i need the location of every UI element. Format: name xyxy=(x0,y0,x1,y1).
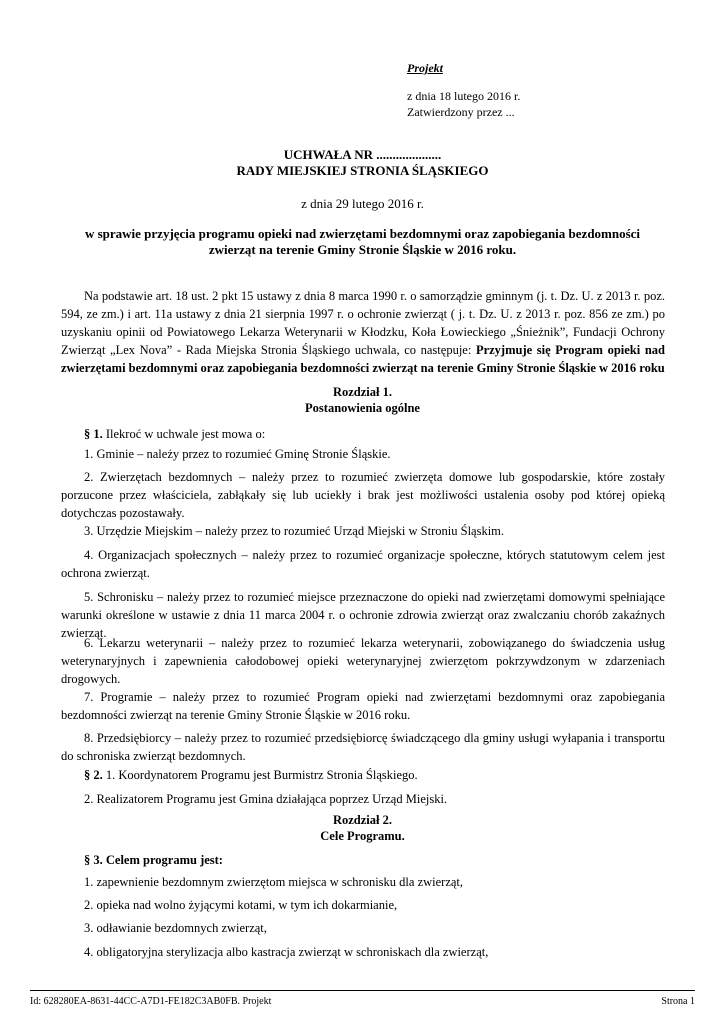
chapter-1-title: Rozdział 1. xyxy=(332,385,393,399)
goal-1: 1. zapewnienie bezdomnym zwierzętom miejsca w schronisku dla zwierząt, xyxy=(84,875,464,889)
paragraph-1-label: § 1. xyxy=(84,427,103,441)
council-name: RADY MIEJSKIEJ STRONIA ŚLĄSKIEGO xyxy=(236,163,489,178)
goal-2: 2. opieka nad wolno żyjącymi kotami, w tym ich dokarmianie, xyxy=(84,898,398,912)
projekt-header xyxy=(407,60,520,120)
definition-4: 4. Organizacjach społecznych – należy przez to rozumieć organizacje społeczne, których statutowym celem jest ochrona zwierząt. xyxy=(61,548,665,580)
definition-7: 7. Programie – należy przez to rozumieć Program opieki nad zwierzętami bezdomnymi oraz zapobiegania bezdomności zwierząt na terenie Gminy Stronie Śląskie w 2016 roku. xyxy=(61,690,665,722)
chapter-1-subtitle: Postanowienia ogólne xyxy=(305,401,420,415)
paragraph-2 xyxy=(84,766,418,784)
footer-document-id: Id: 628280EA-8631-44CC-A7D1-FE182C3AB0FB. Projekt xyxy=(30,996,272,1007)
paragraph-1 xyxy=(84,425,265,443)
approved-by: Zatwierdzony przez ... xyxy=(407,105,515,119)
goal-4: 4. obligatoryjna sterylizacja albo kastracja zwierząt w schroniskach dla zwierząt, xyxy=(84,945,489,959)
paragraph-2-label: § 2. xyxy=(84,768,103,782)
resolution-number: UCHWAŁA NR .................... xyxy=(283,147,442,162)
definition-5: 5. Schronisku – należy przez to rozumieć miejsce przeznaczone do opieki nad zwierzętami domowymi spełniające warunki określone w ustawie z dnia 11 marca 2004 r. o ochronie zdrowia zwierząt oraz zwalczaniu chorób zakaźnych zwierząt. xyxy=(61,590,665,640)
definition-1: 1. Gminie – należy przez to rozumieć Gminę Stronie Śląskie. xyxy=(84,447,391,461)
footer-divider xyxy=(30,990,695,991)
chapter-2-title: Rozdział 2. xyxy=(332,813,393,827)
resolution-date: z dnia 29 lutego 2016 r. xyxy=(301,196,424,211)
goal-3: 3. odławianie bezdomnych zwierząt, xyxy=(84,921,267,935)
footer-page-number: Strona 1 xyxy=(661,996,695,1007)
paragraph-1-text: Ilekroć w uchwale jest mowa o: xyxy=(102,427,266,441)
draft-date: z dnia 18 lutego 2016 r. xyxy=(407,89,521,103)
chapter-2-subtitle: Cele Programu. xyxy=(320,829,405,843)
definition-8: 8. Przedsiębiorcy – należy przez to rozumieć przedsiębiorcę świadczącego dla gminy usługi wyłapania i transportu do schroniska zwierząt bezdomnych. xyxy=(61,731,665,763)
paragraph-2-item-2: 2. Realizatorem Programu jest Gmina działająca poprzez Urząd Miejski. xyxy=(84,792,448,806)
preamble-bold: Przyjmuje się Program opieki nad zwierzętami bezdomnymi oraz zapobiegania bezdomności zwierząt na terenie Gminy Stronie Śląskie w 2016 roku xyxy=(61,343,665,375)
definition-2: 2. Zwierzętach bezdomnych – należy przez to rozumieć zwierzęta domowe lub gospodarskie, które zostały porzucone przez właściciela, zabłąkały się lub uciekły i brak jest możliwości ustalenia osoby pod której opieką dotychczas pozostawały. xyxy=(61,470,665,520)
preamble xyxy=(61,287,665,377)
preamble-text: Na podstawie art. 18 ust. 2 pkt 15 ustawy z dnia 8 marca 1990 r. o samorządzie gminnym (j. t. Dz. U. z 2013 r. poz. 594, ze zm.) i art. 11a ustawy z dnia 21 sierpnia 1997 r. o ochronie zwierząt ( j. t. Dz. U. z 2013 r. poz. 856 ze zm.) po uzyskaniu opinii od Powiatowego Lekarza Weterynarii w Kłodzku, Koła Łowieckiego „Śnieżnik”, Fundacji Ochrony Zwierząt „Lex Nova” - Rada Miejska Stronia Śląskiego uchwala, co następuje: xyxy=(61,289,665,357)
subject-line-2: zwierząt na terenie Gminy Stronie Śląskie w 2016 roku. xyxy=(208,242,517,257)
definition-3: 3. Urzędzie Miejskim – należy przez to rozumieć Urząd Miejski w Stroniu Śląskim. xyxy=(84,524,505,538)
subject-line-1: w sprawie przyjęcia programu opieki nad zwierzętami bezdomnymi oraz zapobiegania bezdomności xyxy=(84,226,641,241)
definition-6: 6. Lekarzu weterynarii – należy przez to rozumieć lekarza weterynarii, zobowiązanego do świadczenia usług weterynaryjnych i zapewnienia całodobowej opieki weterynaryjnej zwierzętom pokrzywdzonym w zdarzeniach drogowych. xyxy=(61,636,665,686)
projekt-label: Projekt xyxy=(407,61,443,75)
paragraph-2-text: 1. Koordynatorem Programu jest Burmistrz Stronia Śląskiego. xyxy=(102,768,418,782)
paragraph-3: § 3. Celem programu jest: xyxy=(84,853,223,867)
